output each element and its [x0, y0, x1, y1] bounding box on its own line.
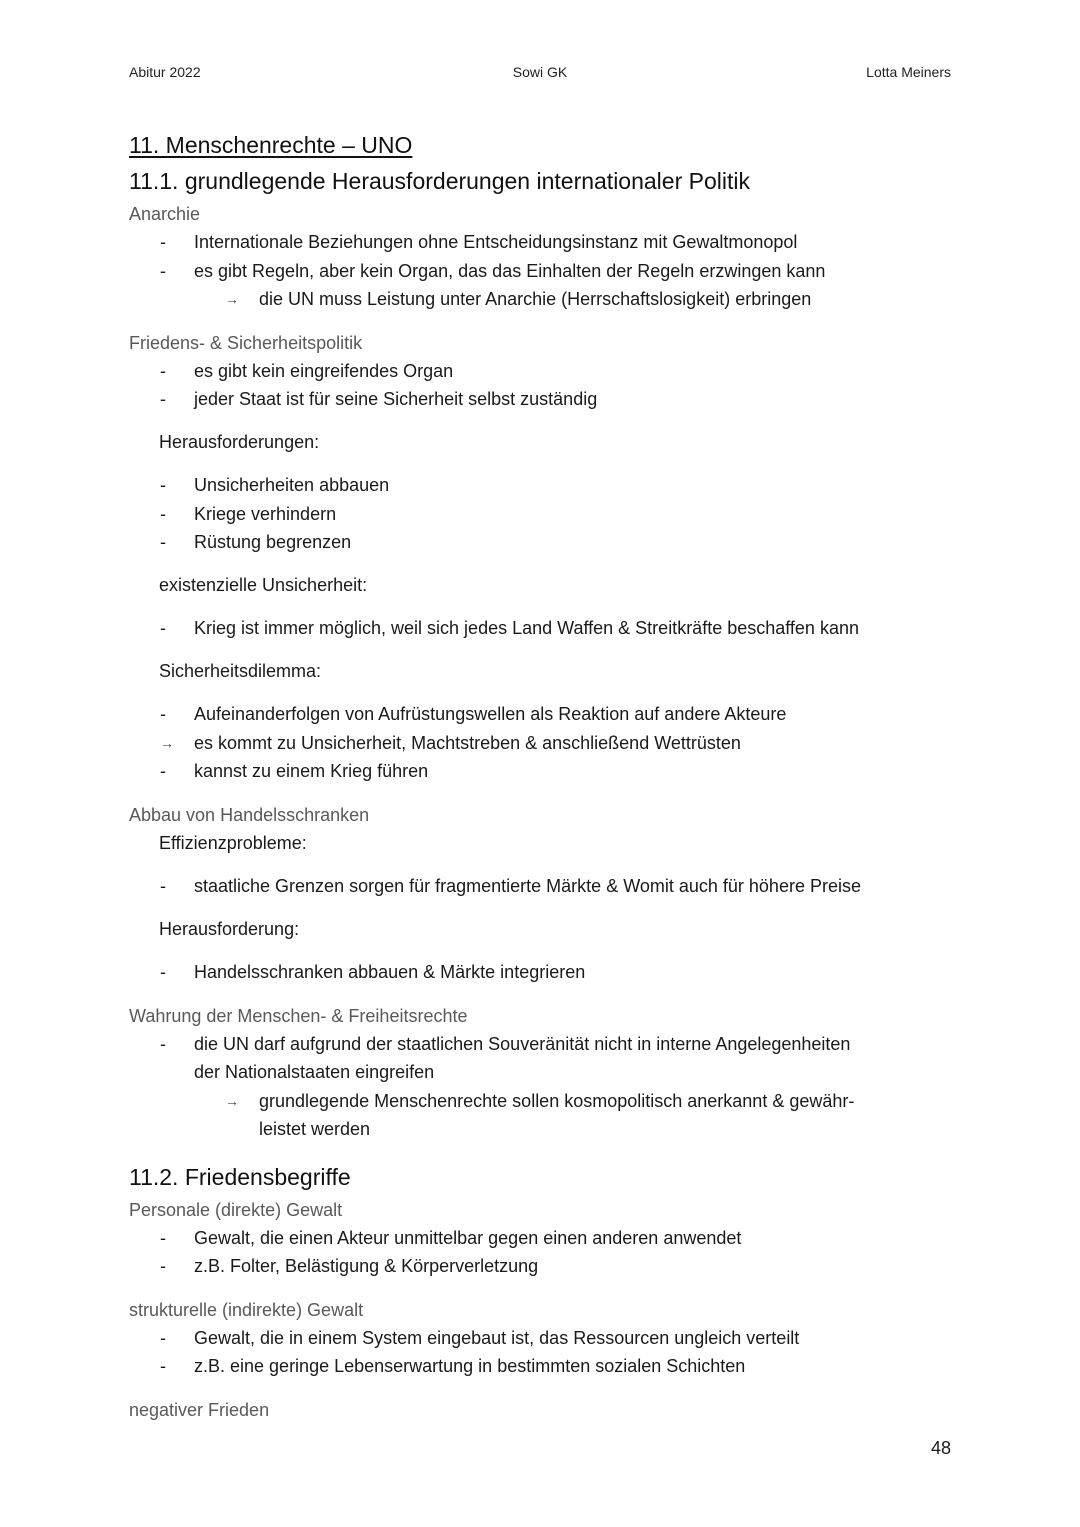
label-existenziell: existenzielle Unsicherheit: [159, 574, 368, 595]
list-subitem: → die UN muss Leistung unter Anarchie (Herrschaftslosigkeit) erbringen [129, 285, 951, 314]
dash-marker: - [160, 1327, 166, 1348]
list-item: - Internationale Beziehungen ohne Entscheidungsinstanz mit Gewaltmonopol [129, 228, 951, 257]
list-subitem: → grundlegende Menschenrechte sollen kosmopolitisch anerkannt & gewähr- leistet werden [129, 1087, 951, 1144]
page-number: 48 [930, 1438, 951, 1458]
header-center: Sowi GK [512, 64, 568, 80]
dash-marker: - [160, 360, 166, 381]
dash-marker: - [160, 962, 166, 982]
dash-marker: - [160, 389, 166, 409]
dash-marker: - [160, 475, 166, 495]
arrow-icon: → [160, 734, 174, 751]
list-item: - staatliche Grenzen sorgen für fragmentierte Märkte & Womit auch für höhere Preise [129, 872, 951, 901]
subheading-frieden: Friedens- & Sicherheitspolitik [129, 332, 363, 353]
subheading-strukturelle: strukturelle (indirekte) Gewalt [129, 1299, 364, 1320]
dash-marker: - [160, 876, 166, 896]
subheading-negativer-frieden: negativer Frieden [129, 1399, 270, 1420]
dash-marker: - [160, 1033, 166, 1054]
section-title-11-1: 11.1. grundlegende Herausforderungen internationaler Politik [129, 168, 750, 194]
list-item: - z.B. eine geringe Lebenserwartung in bestimmten sozialen Schichten [129, 1352, 951, 1381]
label-sicherheitsdilemma: Sicherheitsdilemma: [159, 660, 322, 681]
dash-marker: - [160, 503, 166, 524]
arrow-icon: → [225, 1092, 239, 1109]
list-item: - Kriege verhindern [129, 500, 951, 529]
section-title-11-2: 11.2. Friedensbegriffe [129, 1163, 351, 1190]
page-header [129, 64, 951, 86]
dash-marker: - [160, 1356, 166, 1376]
document-body [129, 128, 951, 1424]
dash-marker: - [160, 532, 166, 552]
dash-marker: - [160, 704, 166, 724]
list-item: - Gewalt, die einen Akteur unmittelbar gegen einen anderen anwendet [129, 1224, 951, 1253]
dash-marker: - [160, 1227, 166, 1248]
list-item: - z.B. Folter, Belästigung & Körperverletzung [129, 1252, 951, 1281]
arrow-icon: → [225, 291, 239, 307]
dash-marker: - [160, 1256, 166, 1276]
list-item: - Aufeinanderfolgen von Aufrüstungswellen als Reaktion auf andere Akteure [129, 700, 951, 729]
dash-marker: - [160, 761, 166, 781]
subheading-menschenrechte: Wahrung der Menschen- & Freiheitsrechte [129, 1005, 468, 1026]
list-item: - die UN darf aufgrund der staatlichen Souveränität nicht in interne Angelegenheiten der Nationalstaaten eingreifen [129, 1030, 951, 1087]
list-item: - Krieg ist immer möglich, weil sich jedes Land Waffen & Streitkräfte beschaffen kann [129, 614, 951, 643]
list-item: → es kommt zu Unsicherheit, Machtstreben & anschließend Wettrüsten [129, 729, 951, 758]
dash-marker: - [160, 232, 166, 252]
header-right: Lotta Meiners [866, 64, 951, 80]
header-left: Abitur 2022 [129, 64, 201, 80]
list-item: - es gibt kein eingreifendes Organ [129, 357, 951, 386]
subheading-handel: Abbau von Handelsschranken [129, 804, 370, 825]
chapter-title: 11. Menschenrechte – UNO [129, 132, 413, 158]
subheading-personale: Personale (direkte) Gewalt [129, 1199, 343, 1220]
list-item: - jeder Staat ist für seine Sicherheit selbst zuständig [129, 385, 951, 414]
label-herausforderungen: Herausforderungen: [159, 431, 320, 452]
list-item: - es gibt Regeln, aber kein Organ, das das Einhalten der Regeln erzwingen kann [129, 257, 951, 286]
label-herausforderung: Herausforderung: [159, 918, 300, 939]
list-item: - Handelsschranken abbauen & Märkte integrieren [129, 958, 951, 987]
dash-marker: - [160, 618, 166, 638]
list-item: - Gewalt, die in einem System eingebaut ist, das Ressourcen ungleich verteilt [129, 1324, 951, 1353]
list-item: - Rüstung begrenzen [129, 528, 951, 557]
list-item: - Unsicherheiten abbauen [129, 471, 951, 500]
list-item: - kannst zu einem Krieg führen [129, 757, 951, 786]
label-effizienzprobleme: Effizienzprobleme: [159, 832, 307, 853]
subheading-anarchie: Anarchie [129, 204, 201, 224]
dash-marker: - [160, 260, 166, 281]
